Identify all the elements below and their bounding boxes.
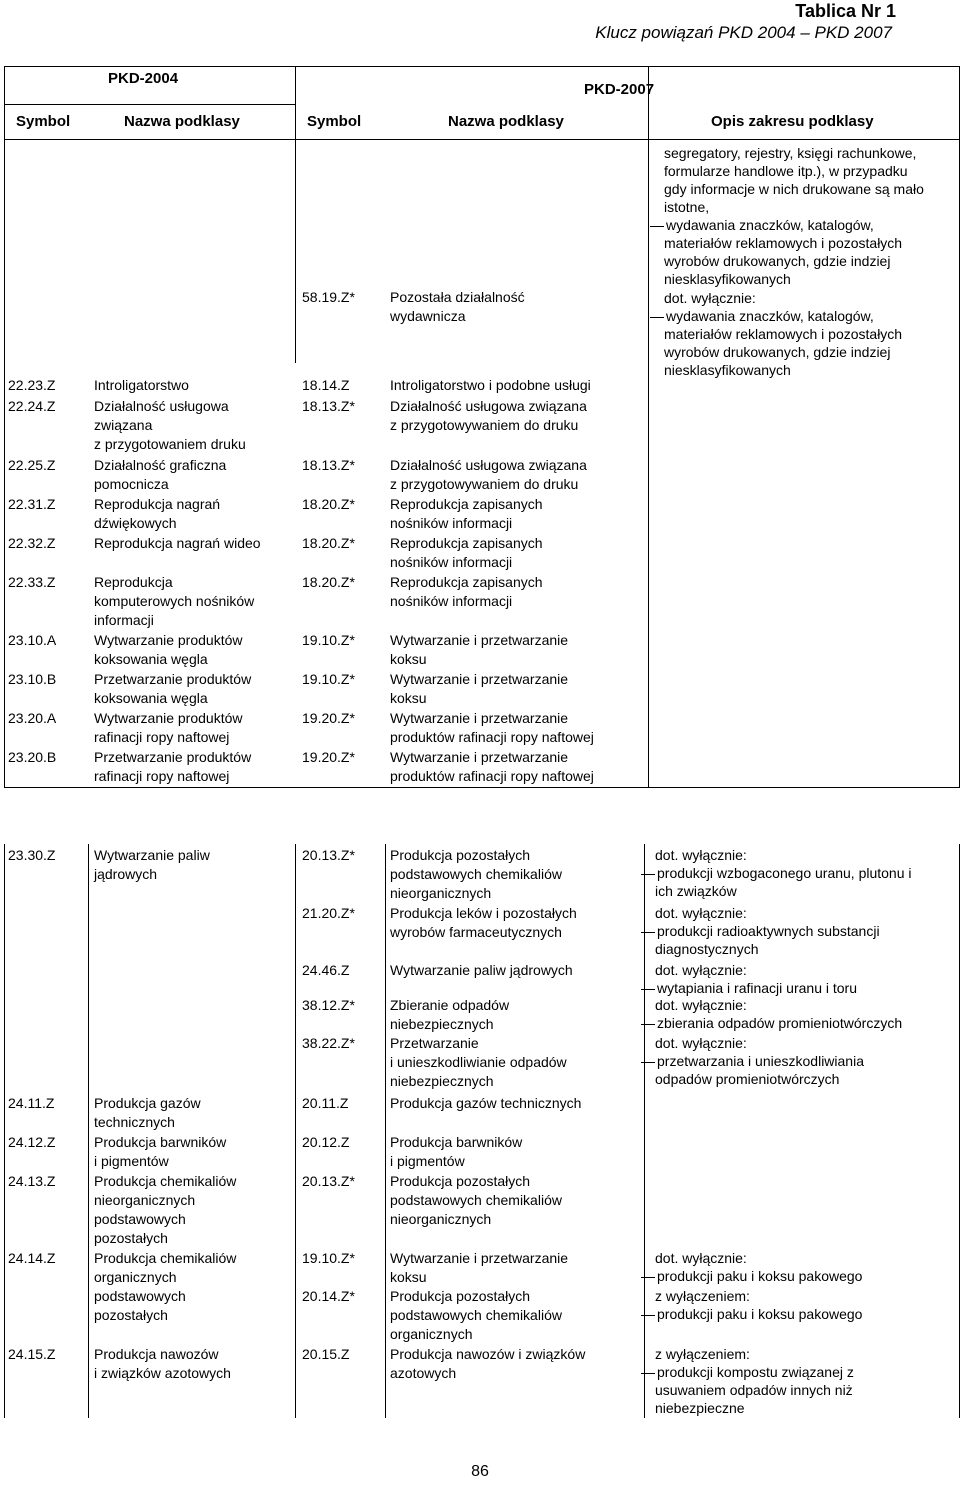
col-description: Opis zakresu podklasy — [711, 113, 874, 130]
symbol-2007: 19.20.Z* — [302, 749, 355, 765]
description-line: formularze handlowe itp.), w przypadku — [664, 163, 908, 179]
name-2007: podstawowych chemikaliów — [390, 1307, 562, 1323]
symbol-2007: 24.46.Z — [302, 962, 350, 978]
name-2004: Przetwarzanie produktów — [94, 671, 252, 687]
name-2004: i pigmentów — [94, 1153, 169, 1169]
symbol-2007: 18.20.Z* — [302, 535, 355, 551]
symbol-2004: 23.30.Z — [8, 847, 56, 863]
symbol-2004: 24.13.Z — [8, 1173, 56, 1189]
symbol-2007: 58.19.Z* — [302, 289, 355, 305]
col-symbol-2004: Symbol — [16, 113, 71, 130]
name-2007: Produkcja pozostałych — [390, 847, 531, 863]
name-2007: Wytwarzanie i przetwarzanie — [390, 632, 569, 648]
name-2007: Introligatorstwo i podobne usługi — [390, 377, 591, 393]
name-2004: technicznych — [94, 1114, 175, 1130]
description-line: usuwaniem odpadów innych niż — [655, 1382, 853, 1398]
col-symbol-2007: Symbol — [307, 113, 362, 130]
name-2004: Produkcja barwników — [94, 1134, 227, 1150]
symbol-2007: 19.20.Z* — [302, 710, 355, 726]
description-line: materiałów reklamowych i pozostałych — [664, 326, 903, 342]
name-2007: koksu — [390, 1269, 427, 1285]
name-2004: rafinacji ropy naftowej — [94, 768, 230, 784]
page-number: 86 — [471, 1463, 489, 1480]
name-2007: Produkcja gazów technicznych — [390, 1095, 582, 1111]
pkd2004-group-header: PKD-2004 — [108, 70, 179, 87]
description-line: diagnostycznych — [655, 941, 759, 957]
name-2004: Wytwarzanie produktów — [94, 710, 243, 726]
name-2004: Wytwarzanie produktów — [94, 632, 243, 648]
symbol-2007: 19.10.Z* — [302, 632, 355, 648]
description-line: dot. wyłącznie: — [655, 1250, 747, 1266]
name-2007: Wytwarzanie i przetwarzanie — [390, 710, 569, 726]
description-line: dot. wyłącznie: — [655, 997, 747, 1013]
symbol-2004: 22.23.Z — [8, 377, 56, 393]
description-line: dot. wyłącznie: — [655, 905, 747, 921]
symbol-2007: 19.10.Z* — [302, 1250, 355, 1266]
name-2004: Działalność graficzna — [94, 457, 227, 473]
description-line: produkcji kompostu związanej z — [639, 1363, 854, 1381]
name-2007: Reprodukcja zapisanych — [390, 574, 543, 590]
description-line: produkcji paku i koksu pakowego — [639, 1305, 862, 1323]
name-2004: pozostałych — [94, 1230, 168, 1246]
name-2004: Introligatorstwo — [94, 377, 189, 393]
description-line: niebezpieczne — [655, 1400, 745, 1416]
symbol-2007: 20.11.Z — [302, 1095, 349, 1111]
name-2007: Wytwarzanie i przetwarzanie — [390, 749, 569, 765]
description-line: produkcji wzbogaconego uranu, plutonu i — [639, 864, 912, 882]
table-subtitle: Klucz powiązań PKD 2004 – PKD 2007 — [595, 23, 892, 42]
name-2007: wydawnicza — [390, 308, 466, 324]
name-2004: jądrowych — [94, 866, 158, 882]
name-2007: Pozostała działalność — [390, 289, 525, 305]
name-2007: Produkcja barwników — [390, 1134, 523, 1150]
symbol-2004: 22.31.Z — [8, 496, 56, 512]
description-line: z wyłączeniem: — [655, 1288, 750, 1304]
name-2004: Produkcja chemikaliów — [94, 1173, 237, 1189]
symbol-2004: 22.24.Z — [8, 398, 56, 414]
symbol-2004: 22.33.Z — [8, 574, 56, 590]
name-2007: podstawowych chemikaliów — [390, 866, 562, 882]
description-line: segregatory, rejestry, księgi rachunkowe, — [664, 145, 917, 161]
name-2007: Produkcja pozostałych — [390, 1288, 531, 1304]
symbol-2007: 18.14.Z — [302, 377, 350, 393]
col-name-2007: Nazwa podklasy — [448, 113, 564, 130]
description-line: produkcji radioaktywnych substancji — [639, 922, 880, 940]
name-2007: koksu — [390, 690, 427, 706]
name-2007: podstawowych chemikaliów — [390, 1192, 562, 1208]
symbol-2007: 20.13.Z* — [302, 1173, 355, 1189]
name-2007: niebezpiecznych — [390, 1073, 494, 1089]
name-2007: Działalność usługowa związana — [390, 398, 587, 414]
symbol-2004: 24.14.Z — [8, 1250, 56, 1266]
concordance-table-top — [4, 66, 960, 788]
description-line: dot. wyłącznie: — [664, 290, 756, 306]
description-line: wyrobów drukowanych, gdzie indziej — [664, 344, 891, 360]
symbol-2007: 19.10.Z* — [302, 671, 355, 687]
name-2007: Produkcja nawozów i związków — [390, 1346, 586, 1362]
description-line: niesklasyfikowanych — [664, 362, 791, 378]
description-line: materiałów reklamowych i pozostałych — [664, 235, 903, 251]
name-2004: z przygotowaniem druku — [94, 436, 246, 452]
symbol-2007: 38.22.Z* — [302, 1035, 355, 1051]
name-2007: nieorganicznych — [390, 885, 492, 901]
concordance-table-bottom — [4, 844, 960, 1418]
name-2004: dźwiękowych — [94, 515, 177, 531]
description-line: przetwarzania i unieszkodliwiania — [639, 1052, 864, 1070]
description-line: dot. wyłącznie: — [655, 847, 747, 863]
name-2004: organicznych — [94, 1269, 177, 1285]
description-line: z wyłączeniem: — [655, 1346, 750, 1362]
name-2007: Wytwarzanie paliw jądrowych — [390, 962, 573, 978]
name-2007: Produkcja pozostałych — [390, 1173, 531, 1189]
symbol-2007: 20.13.Z* — [302, 847, 355, 863]
name-2007: Przetwarzanie — [390, 1035, 479, 1051]
name-2007: i unieszkodliwianie odpadów — [390, 1054, 567, 1070]
name-2004: informacji — [94, 612, 154, 628]
name-2007: i pigmentów — [390, 1153, 465, 1169]
table-number: Tablica Nr 1 — [795, 1, 896, 21]
description-line: zbierania odpadów promieniotwórczych — [639, 1014, 902, 1032]
description-line: dot. wyłącznie: — [655, 1035, 747, 1051]
name-2007: produktów rafinacji ropy naftowej — [390, 729, 594, 745]
name-2004: Reprodukcja — [94, 574, 173, 590]
description-line: ich związków — [655, 883, 737, 899]
name-2004: nieorganicznych — [94, 1192, 196, 1208]
name-2004: i związków azotowych — [94, 1365, 231, 1381]
name-2007: z przygotowywaniem do druku — [390, 476, 579, 492]
pkd2007-group-header: PKD-2007 — [584, 81, 655, 98]
name-2007: nieorganicznych — [390, 1211, 492, 1227]
name-2004: koksowania węgla — [94, 690, 208, 706]
description-line: istotne, — [664, 199, 710, 215]
name-2004: Działalność usługowa — [94, 398, 229, 414]
name-2007: nośników informacji — [390, 515, 513, 531]
name-2007: nośników informacji — [390, 593, 513, 609]
name-2007: Wytwarzanie i przetwarzanie — [390, 671, 569, 687]
name-2007: Reprodukcja zapisanych — [390, 496, 543, 512]
name-2007: z przygotowywaniem do druku — [390, 417, 579, 433]
name-2004: związana — [94, 417, 153, 433]
symbol-2004: 23.20.B — [8, 749, 57, 765]
name-2007: Działalność usługowa związana — [390, 457, 587, 473]
symbol-2007: 20.14.Z* — [302, 1288, 355, 1304]
name-2007: Zbieranie odpadów — [390, 997, 510, 1013]
description-line: niesklasyfikowanych — [664, 271, 791, 287]
name-2007: organicznych — [390, 1326, 473, 1342]
symbol-2007: 18.13.Z* — [302, 457, 355, 473]
name-2007: Wytwarzanie i przetwarzanie — [390, 1250, 569, 1266]
name-2004: Produkcja chemikaliów — [94, 1250, 237, 1266]
description-line: dot. wyłącznie: — [655, 962, 747, 978]
name-2007: Produkcja leków i pozostałych — [390, 905, 577, 921]
description-line: wyrobów drukowanych, gdzie indziej — [664, 253, 891, 269]
name-2007: koksu — [390, 651, 427, 667]
name-2007: nośników informacji — [390, 554, 513, 570]
name-2004: Przetwarzanie produktów — [94, 749, 252, 765]
description-line: wydawania znaczków, katalogów, — [648, 307, 874, 325]
symbol-2007: 18.20.Z* — [302, 574, 355, 590]
symbol-2007: 18.20.Z* — [302, 496, 355, 512]
name-2007: wyrobów farmaceutycznych — [390, 924, 562, 940]
symbol-2004: 22.25.Z — [8, 457, 56, 473]
description-line: odpadów promieniotwórczych — [655, 1071, 840, 1087]
name-2004: rafinacji ropy naftowej — [94, 729, 230, 745]
symbol-2004: 23.10.B — [8, 671, 57, 687]
description-line: produkcji paku i koksu pakowego — [639, 1267, 862, 1285]
col-name-2004: Nazwa podklasy — [124, 113, 240, 130]
symbol-2007: 20.15.Z — [302, 1346, 350, 1362]
name-2004: Reprodukcja nagrań wideo — [94, 535, 261, 551]
name-2007: azotowych — [390, 1365, 457, 1381]
name-2004: Wytwarzanie paliw — [94, 847, 210, 863]
name-2004: koksowania węgla — [94, 651, 208, 667]
description-line: wytapiania i rafinacji uranu i toru — [639, 979, 857, 997]
name-2004: podstawowych — [94, 1288, 186, 1304]
description-line: gdy informacje w nich drukowane są mało — [664, 181, 924, 197]
name-2004: komputerowych nośników — [94, 593, 255, 609]
name-2007: niebezpiecznych — [390, 1016, 494, 1032]
name-2004: pozostałych — [94, 1307, 168, 1323]
name-2004: podstawowych — [94, 1211, 186, 1227]
symbol-2007: 21.20.Z* — [302, 905, 355, 921]
name-2004: Produkcja nawozów — [94, 1346, 219, 1362]
name-2007: Reprodukcja zapisanych — [390, 535, 543, 551]
name-2004: pomocnicza — [94, 476, 169, 492]
description-line: wydawania znaczków, katalogów, — [648, 216, 874, 234]
symbol-2004: 24.12.Z — [8, 1134, 56, 1150]
symbol-2004: 23.20.A — [8, 710, 57, 726]
symbol-2004: 22.32.Z — [8, 535, 56, 551]
name-2004: Reprodukcja nagrań — [94, 496, 221, 512]
symbol-2004: 23.10.A — [8, 632, 57, 648]
symbol-2004: 24.11.Z — [8, 1095, 55, 1111]
symbol-2007: 38.12.Z* — [302, 997, 355, 1013]
symbol-2004: 24.15.Z — [8, 1346, 56, 1362]
name-2004: Produkcja gazów — [94, 1095, 201, 1111]
symbol-2007: 18.13.Z* — [302, 398, 355, 414]
symbol-2007: 20.12.Z — [302, 1134, 350, 1150]
name-2007: produktów rafinacji ropy naftowej — [390, 768, 594, 784]
